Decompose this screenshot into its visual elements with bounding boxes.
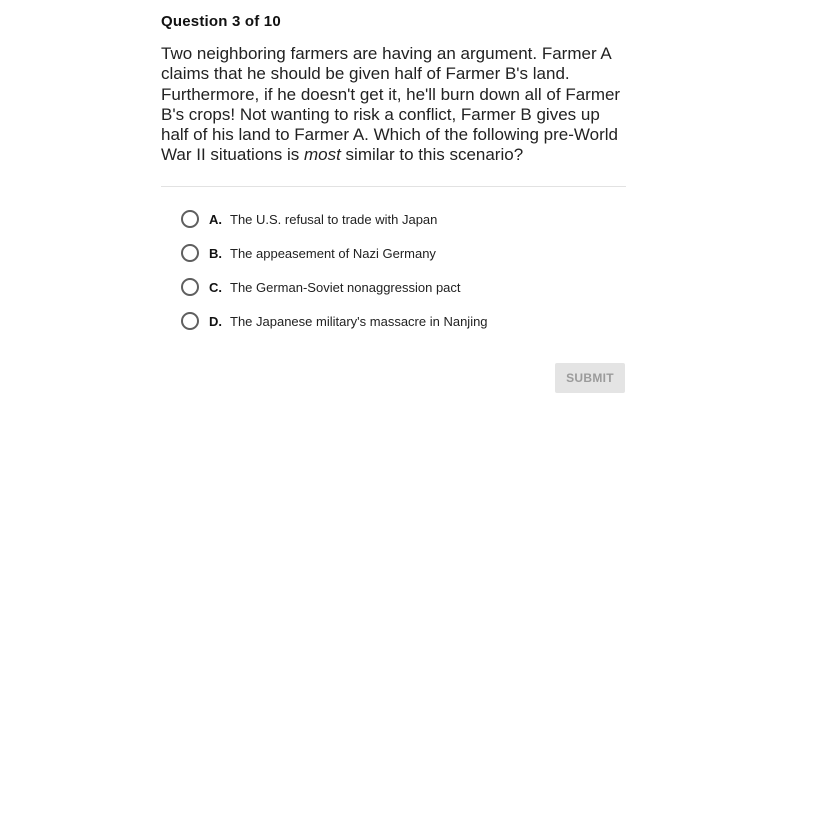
option-a[interactable] (181, 202, 488, 236)
radio-button-icon[interactable] (181, 244, 199, 262)
radio-button-icon[interactable] (181, 278, 199, 296)
option-label: The appeasement of Nazi Germany (230, 245, 436, 261)
submit-button[interactable]: SUBMIT (555, 363, 625, 393)
question-text-start: Two neighboring farmers are having an argument. Farmer A claims that he should be given half of Farmer B's land. Furthermore, if he doesn't get it, he'll burn down all of Farmer B's crops! Not wanting to risk a conflict, Farmer B gives up half of his land to Farmer A. Which of the following pre-World War II situations is (161, 44, 621, 165)
option-d[interactable] (181, 304, 488, 338)
option-letter: C. (209, 279, 222, 295)
radio-button-icon[interactable] (181, 210, 199, 228)
answer-options (181, 202, 488, 338)
question-emphasis: most (303, 145, 341, 165)
option-label: The Japanese military's massacre in Nanjing (230, 313, 488, 329)
option-letter: D. (209, 313, 222, 329)
question-text (161, 44, 626, 166)
question-counter: Question 3 of 10 (161, 13, 281, 30)
question-text-end: similar to this scenario? (340, 145, 524, 165)
option-letter: A. (209, 211, 222, 227)
option-letter: B. (209, 245, 222, 261)
option-b[interactable] (181, 236, 488, 270)
option-c[interactable] (181, 270, 488, 304)
divider (161, 186, 626, 187)
option-label: The U.S. refusal to trade with Japan (230, 211, 438, 227)
option-label: The German-Soviet nonaggression pact (230, 279, 461, 295)
radio-button-icon[interactable] (181, 312, 199, 330)
